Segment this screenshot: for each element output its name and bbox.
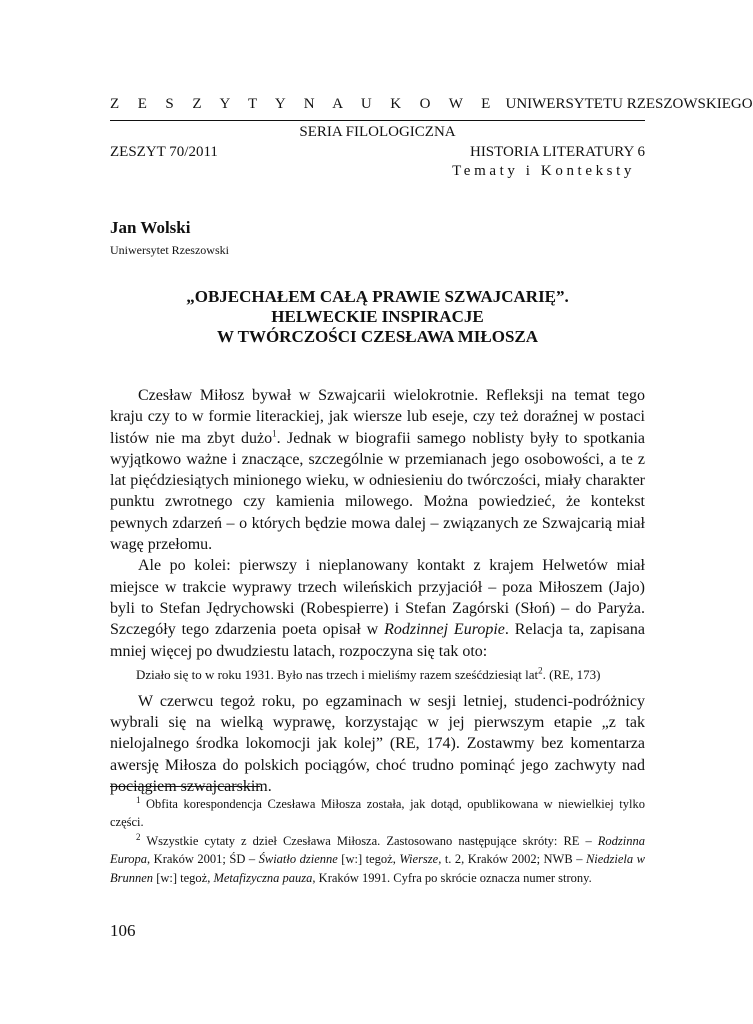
footnote-text: Obfita korespondencja Czesława Miłosza została, jak dotąd, opublikowana w niewielkiej tylko części. [110, 797, 645, 830]
journal-name-university: UNIWERSYTETU RZESZOWSKIEGO [505, 96, 753, 112]
footnotes [110, 795, 645, 887]
article-title [110, 287, 645, 347]
journal-name-spaced: Z E S Z Y T Y N A U K O W E [110, 96, 498, 112]
footnote-number: 1 [136, 794, 141, 805]
book-title: Rodzinnej Europie [384, 621, 505, 639]
paragraph [110, 555, 645, 661]
issue-number: ZESZYT 70/2011 [110, 144, 218, 160]
page [110, 0, 753, 1024]
paragraph-text: Ale po kolei: pierwszy i nieplanowany kontakt z krajem Helwetów miał miejsce w trakcie wyprawy trzech wileńskich przyjaciół – poza Miłoszem (Jajo) byli to Stefan Jędrychowski (Robespierre) i Stefan Zagórski (Słoń) – do Paryża. Szczegóły tego zdarzenia poeta opisał w [110, 557, 645, 639]
paragraph [110, 385, 645, 555]
section-name: HISTORIA LITERATURY 6 [469, 144, 645, 160]
footnote-italic: Niedziela w Brunnen [110, 852, 645, 885]
footnote-text: [w:] tegoż, [337, 852, 400, 867]
paragraph-text: . Relacja ta, zapisana mniej więcej po dwudziestu latach, rozpoczyna się tak oto: [110, 621, 646, 660]
title-line: W TWÓRCZOŚCI CZESŁAWA MIŁOSZA [216, 327, 539, 346]
paragraph-text: . Jednak w biografii samego noblisty były to spotkania wyjątkowo ważne i znaczące, szczególnie w przemianach jego osobowości, a te z lat pięćdziesiątych minionego wieku, w odniesieniu do twórczości, miały charakter punktu zwrotnego czy kamienia milowego. Można powiedzieć, że kontekst pewnych zdarzeń – o których będzie mowa dalej – związanych ze Szwajcarią miał wagę przełomu. [110, 429, 646, 554]
footnote-text: Wszystkie cytaty z dzieł Czesława Miłosza. Zastosowano następujące skróty: RE – [140, 833, 598, 848]
page-number: 106 [110, 921, 136, 940]
footnote-1 [110, 795, 645, 832]
footnote-italic: Światło dzienne [258, 852, 338, 867]
article-body [110, 385, 645, 797]
header-rule [110, 120, 645, 121]
quote-text: Działo się to w roku 1931. Było nas trzech i mieliśmy razem sześćdziesiąt lat [136, 666, 539, 682]
title-line: HELWECKIE INSPIRACJE [271, 307, 484, 326]
series-name: SERIA FILOLOGICZNA [299, 124, 456, 140]
paragraph-text: Czesław Miłosz bywał w Szwajcarii wielokrotnie. Refleksji na temat tego kraju czy to w formie literackiej, jak wiersze lub eseje, czy też doraźnej w postaci listów nie ma zbyt dużo [110, 387, 645, 447]
title-line: „OBJECHAŁEM CAŁĄ PRAWIE SZWAJCARIĘ”. [186, 287, 569, 306]
subsection-name: Tematy i Konteksty [452, 163, 635, 179]
footnote-text: , Kraków 2001; ŚD – [147, 852, 259, 867]
footnote-ref-1: 1 [272, 428, 277, 439]
block-quote [110, 665, 645, 685]
footnote-text: , t. 2, Kraków 2002; NWB – [438, 852, 586, 867]
footnote-number: 2 [136, 831, 141, 842]
journal-name [110, 96, 753, 113]
footnote-rule [110, 786, 260, 787]
footnote-2 [110, 832, 645, 887]
footnote-italic: Metafizyczna pauza [213, 870, 313, 885]
footnote-text: [w:] tegoż, [153, 870, 214, 885]
footnote-italic: Rodzinna Europa [110, 833, 645, 867]
footnote-text: , Kraków 1991. Cyfra po skrócie oznacza numer strony. [312, 870, 592, 885]
author-affiliation: Uniwersytet Rzeszowski [110, 243, 229, 257]
footnote-italic: Wiersze [399, 852, 439, 867]
author-name: Jan Wolski [110, 218, 191, 237]
paragraph: W czerwcu tegoż roku, po egzaminach w sesji letniej, studenci-podróżnicy wybrali się na wielką wyprawę, korzystając w jej pierwszym etapie „z tak nielojalnego środka lokomocji jak kolej” (RE, 174). Zostawmy bez komentarza awersję Miłosza do polskich pociągów, choć trudno pominąć jego zachwyty nad pociągiem szwajcarskim. [110, 692, 645, 796]
footnote-ref-2: 2 [538, 665, 543, 676]
quote-citation: . (RE, 173) [542, 666, 601, 682]
